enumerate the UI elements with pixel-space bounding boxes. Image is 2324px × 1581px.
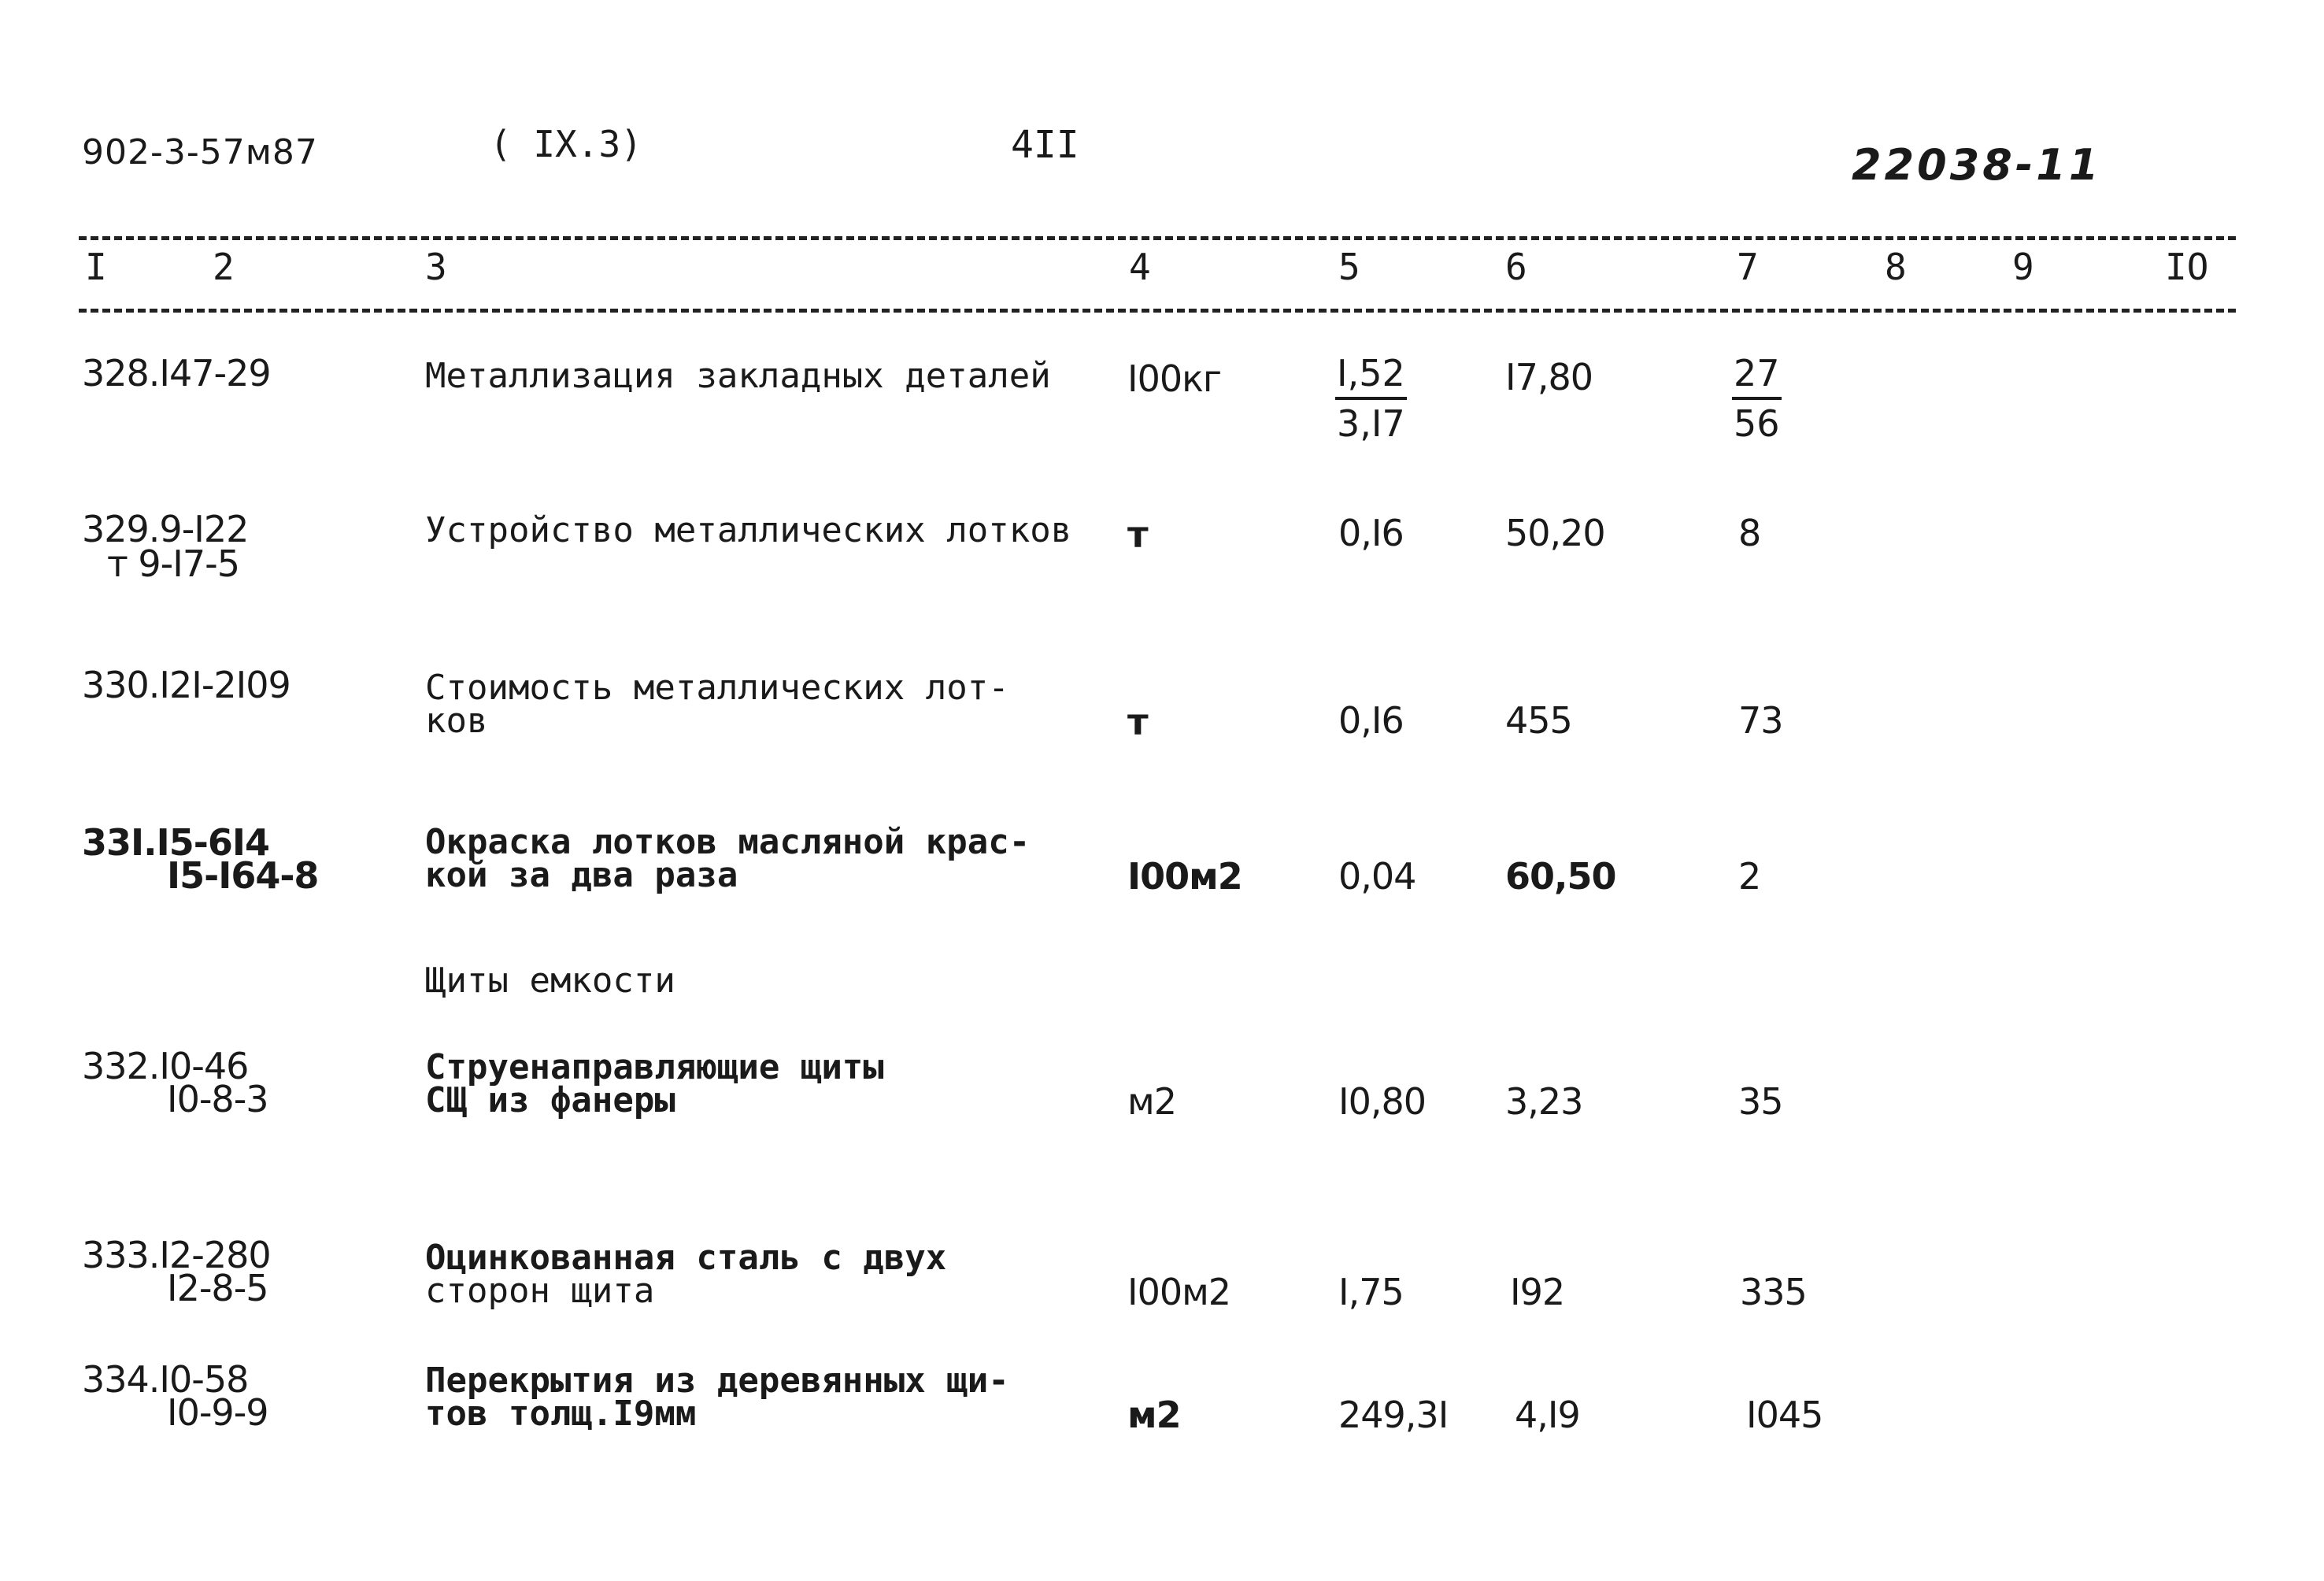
section-title: Щиты емкости [425, 961, 675, 1001]
column-number-3: 3 [425, 246, 447, 288]
row-unit: I00м2 [1127, 855, 1242, 898]
row-price: 3,23 [1505, 1080, 1583, 1123]
row-code-secondary: I0-9-9 [167, 1391, 268, 1434]
row-description-line-2: тов толщ.I9мм [425, 1394, 697, 1434]
row-cost-fraction [1732, 350, 1782, 447]
row-description-line-1: Оцинкованная сталь с двух [425, 1238, 947, 1278]
row-unit: т [1127, 701, 1148, 743]
row-description-line-2: сторон щита [425, 1271, 655, 1311]
column-number-1: I [85, 246, 107, 288]
dashed-rule-top [79, 236, 2236, 240]
row-price: 50,20 [1505, 512, 1605, 554]
row-quantity: 249,3I [1338, 1394, 1449, 1436]
row-code-secondary: т 9-I7-5 [107, 542, 239, 585]
row-cost: 8 [1738, 512, 1761, 554]
row-code: 328.I47-29 [82, 352, 271, 394]
column-number-9: 9 [2012, 246, 2034, 288]
row-quantity-top: I,52 [1335, 350, 1407, 400]
row-quantity-bottom: 3,I7 [1337, 402, 1405, 445]
row-code: 332.I0-46 [82, 1045, 249, 1087]
row-unit: т [1127, 513, 1148, 556]
dashed-rule-bottom [79, 309, 2236, 313]
row-description-line-1: Струенаправляющие щиты [425, 1047, 884, 1087]
column-number-4: 4 [1129, 246, 1151, 288]
column-number-8: 8 [1885, 246, 1907, 288]
row-description-line-1: Окраска лотков масляной крас- [425, 822, 1031, 862]
row-cost: I045 [1746, 1394, 1823, 1436]
row-quantity: 0,I6 [1338, 699, 1404, 742]
row-description: Металлизация закладных деталей [425, 356, 1051, 396]
row-cost-bottom: 56 [1734, 402, 1780, 445]
row-price: 60,50 [1505, 855, 1616, 898]
row-cost: 335 [1740, 1271, 1807, 1313]
row-quantity: 0,I6 [1338, 512, 1404, 554]
row-price: I7,80 [1505, 356, 1593, 398]
row-code: 334.I0-58 [82, 1358, 249, 1401]
row-price: 4,I9 [1515, 1394, 1580, 1436]
row-cost: 35 [1738, 1080, 1783, 1123]
column-number-2: 2 [213, 246, 235, 288]
row-quantity-fraction [1335, 350, 1407, 447]
row-description-line-1: Перекрытия из деревянных щи- [425, 1361, 1009, 1401]
row-cost-top: 27 [1732, 350, 1782, 400]
row-quantity: I0,80 [1338, 1080, 1426, 1123]
row-quantity: I,75 [1338, 1271, 1404, 1313]
row-code-secondary: I5-I64-8 [167, 854, 319, 897]
row-description-line-2: ков [425, 701, 488, 741]
column-number-6: 6 [1505, 246, 1527, 288]
row-description-line-2: СЩ из фанеры [425, 1080, 675, 1120]
row-code: 329.9-I22 [82, 508, 249, 550]
row-cost: 2 [1738, 855, 1761, 898]
column-number-7: 7 [1737, 246, 1759, 288]
row-quantity: 0,04 [1338, 855, 1416, 898]
row-code-secondary: I2-8-5 [167, 1267, 268, 1309]
row-unit: I00кг [1127, 357, 1222, 400]
row-code: 333.I2-280 [82, 1234, 271, 1276]
row-unit: I00м2 [1127, 1271, 1231, 1313]
column-number-5: 5 [1338, 246, 1360, 288]
row-price: I92 [1510, 1271, 1565, 1313]
page-number: 4II [1011, 123, 1079, 167]
row-unit: м2 [1127, 1080, 1176, 1123]
column-number-10: IO [2165, 246, 2209, 288]
row-code-secondary: I0-8-3 [167, 1078, 268, 1120]
handwritten-stamp: 22038-11 [1852, 140, 2102, 190]
document-code: 902-3-57м87 [82, 132, 318, 172]
row-code: 33I.I5-6I4 [82, 821, 269, 864]
section-reference: ( IX.3) [490, 123, 642, 165]
row-description: Устройство металлических лотков [425, 510, 1072, 550]
row-price: 455 [1505, 699, 1572, 742]
row-unit: м2 [1127, 1394, 1181, 1436]
row-code: 330.I2I-2I09 [82, 664, 290, 706]
row-description-line-2: кой за два раза [425, 855, 738, 895]
row-cost: 73 [1738, 699, 1783, 742]
row-description-line-1: Стоимость металлических лот- [425, 668, 1009, 708]
